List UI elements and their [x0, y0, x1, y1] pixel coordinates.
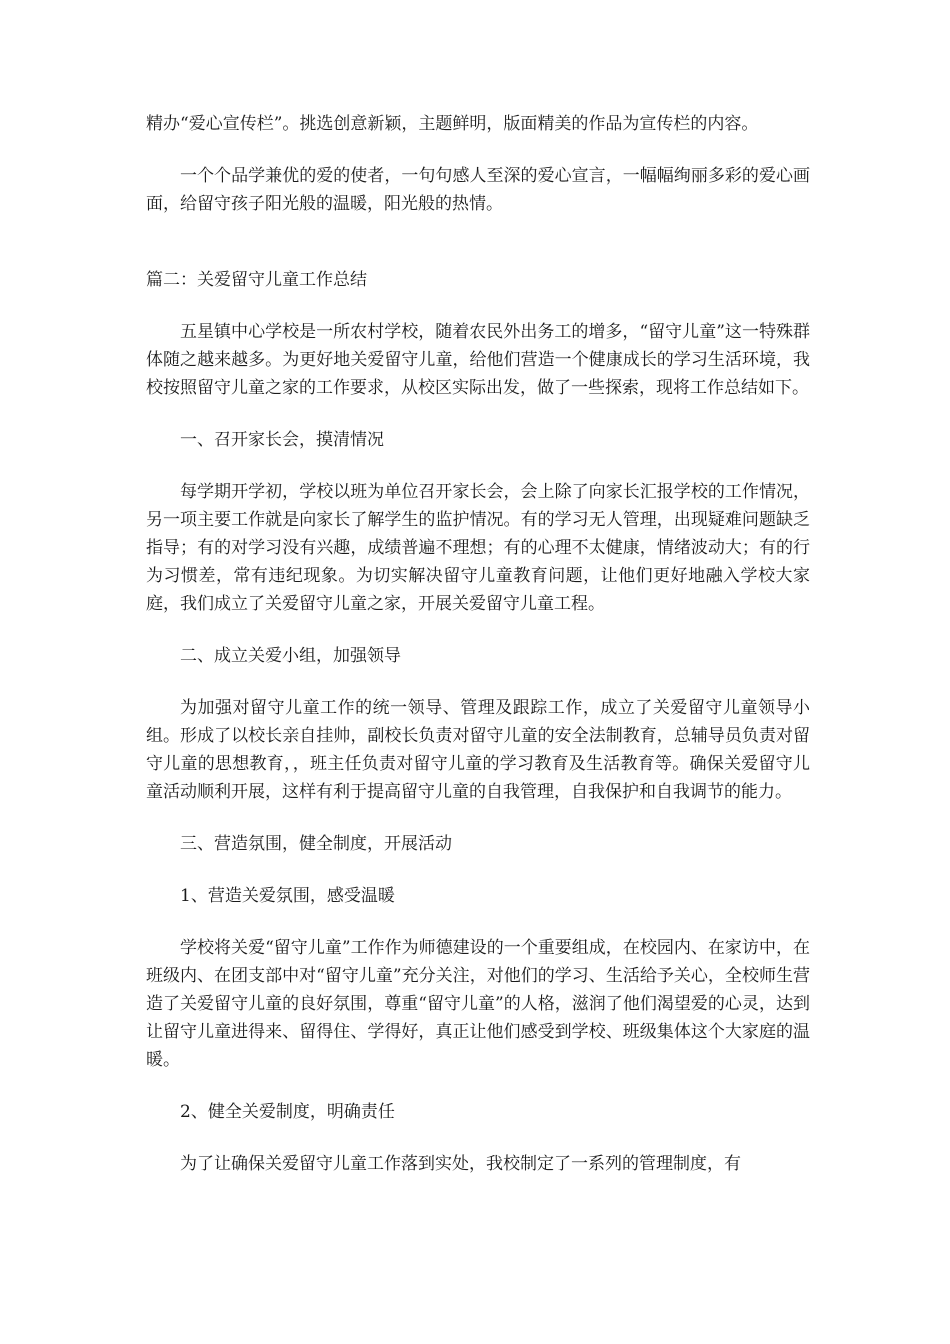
heading-care-group: 二、成立关爱小组，加强领导 [180, 646, 401, 666]
heading-care-atmosphere: 1、营造关爱氛围，感受温暖 [180, 886, 395, 906]
heading-care-system: 2、健全关爱制度，明确责任 [180, 1102, 395, 1122]
paragraph-school-intro: 五星镇中心学校是一所农村学校，随着农民外出务工的增多，“留守儿童”这一特殊群体随之越来越多。为更好地关爱留守儿童，给他们营造一个健康成长的学习生活环境，我校按照留守儿童之家的工作要求，从校区实际出发，做了一些探索，现将工作总结如下。 [146, 322, 810, 398]
paragraph-care-system: 为了让确保关爱留守儿童工作落到实处，我校制定了一系列的管理制度，有 [180, 1154, 741, 1174]
paragraph-care-group: 为加强对留守儿童工作的统一领导、管理及跟踪工作，成立了关爱留守儿童领导小组。形成了以校长亲自挂帅，副校长负责对留守儿童的安全法制教育，总辅导员负责对留守儿童的思想教育，，班主任负责对留守儿童的学习教育及生活教育等。确保关爱留守儿童活动顺利开展，这样有利于提高留守儿童的自我管理，自我保护和自我调节的能力。 [146, 698, 810, 802]
heading-atmosphere-system-activities: 三、营造氛围，健全制度，开展活动 [180, 834, 452, 854]
paragraph-love-messengers: 一个个品学兼优的爱的使者，一句句感人至深的爱心宣言，一幅幅绚丽多彩的爱心画面，给留守孩子阳光般的温暖，阳光般的热情。 [146, 166, 810, 214]
heading-parent-meeting: 一、召开家长会，摸清情况 [180, 430, 384, 450]
paragraph-parent-meeting: 每学期开学初，学校以班为单位召开家长会，会上除了向家长汇报学校的工作情况，另一项主要工作就是向家长了解学生的监护情况。有的学习无人管理，出现疑难问题缺乏指导；有的对学习没有兴趣，成绩普遍不理想；有的心理不太健康，情绪波动大；有的行为习惯差，常有违纪现象。为切实解决留守儿童教育问题，让他们更好地融入学校大家庭，我们成立了关爱留守儿童之家，开展关爱留守儿童工程。 [146, 482, 810, 614]
section-title-part-two: 篇二：关爱留守儿童工作总结 [146, 270, 367, 290]
paragraph-care-atmosphere: 学校将关爱“留守儿童”工作作为师德建设的一个重要组成，在校园内、在家访中，在班级内、在团支部中对“留守儿童”充分关注，对他们的学习、生活给予关心，全校师生营造了关爱留守儿童的良好氛围，尊重“留守儿童”的人格，滋润了他们渴望爱的心灵，达到让留守儿童进得来、留得住、学得好，真正让他们感受到学校、班级集体这个大家庭的温暖。 [146, 938, 810, 1070]
document-body [146, 110, 810, 1202]
paragraph-promo-board: 精办“爱心宣传栏”。挑选创意新颖，主题鲜明，版面精美的作品为宣传栏的内容。 [146, 114, 759, 134]
